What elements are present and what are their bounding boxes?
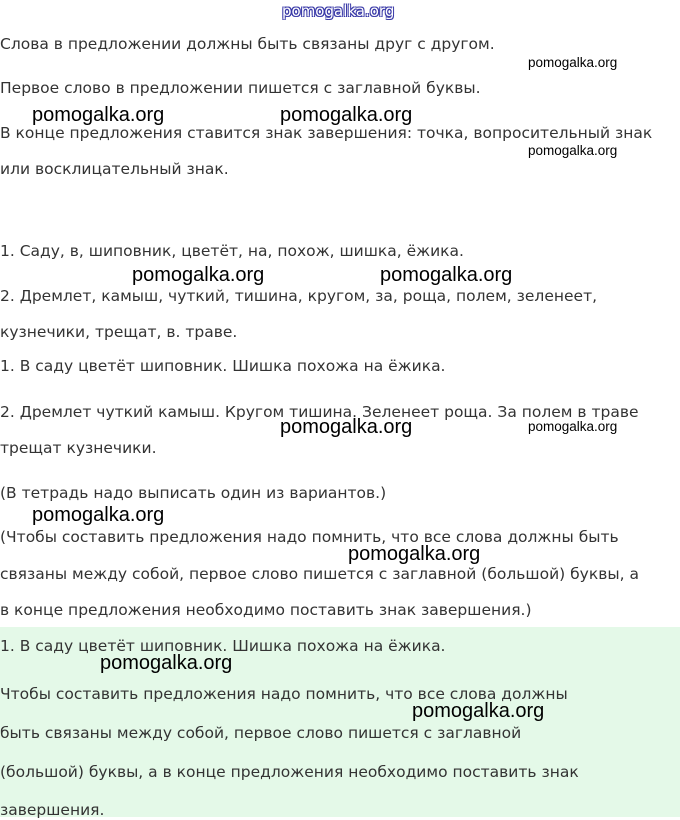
rule-line-3: В конце предложения ставится знак завершения: точка, вопросительный знак [0, 124, 653, 142]
task-item-2-line-1: 2. Дремлет, камыш, чуткий, тишина, кругом, за, роща, полем, зеленеет, [0, 287, 598, 305]
rule-line-2: Первое слово в предложении пишется с заглавной буквы. [0, 79, 481, 97]
solution-explanation-line-3: в конце предложения необходимо поставить знак завершения.) [0, 601, 532, 619]
answer-explanation-line-1: Чтобы составить предложения надо помнить, что все слова должны [0, 685, 568, 703]
watermark: pomogalka.org [280, 416, 413, 438]
rule-line-4: или восклицательный знак. [0, 160, 229, 178]
solution-item-2-line-2: трещат кузнечики. [0, 439, 157, 457]
watermark: pomogalka.org [100, 652, 233, 674]
solution-item-1: 1. В саду цветёт шиповник. Шишка похожа на ёжика. [0, 357, 446, 375]
watermark: pomogalka.org [132, 264, 265, 286]
rule-line-1: Слова в предложении должны быть связаны друг с другом. [0, 35, 495, 53]
answer-item-1: 1. В саду цветёт шиповник. Шишка похожа на ёжика. [0, 637, 446, 655]
answer-explanation-line-4: завершения. [0, 801, 105, 819]
task-item-1: 1. Саду, в, шиповник, цветёт, на, похож, шишка, ёжика. [0, 242, 464, 260]
watermark: pomogalka.org [380, 264, 513, 286]
solution-explanation-line-1: (Чтобы составить предложения надо помнить, что все слова должны быть [0, 528, 619, 546]
watermark: pomogalka.org [528, 419, 618, 434]
watermark: pomogalka.org [528, 55, 618, 70]
solution-explanation-line-2: связаны между собой, первое слово пишется с заглавной (большой) буквы, а [0, 565, 639, 583]
variant-note: (В тетрадь надо выписать один из вариантов.) [0, 484, 387, 502]
watermark: pomogalka.org [32, 104, 165, 126]
task-item-2-line-2: кузнечики, трещат, в. траве. [0, 323, 238, 341]
watermark: pomogalka.org [32, 504, 165, 526]
solution-item-2-line-1: 2. Дремлет чуткий камыш. Кругом тишина. Зеленеет роща. За полем в траве [0, 403, 639, 421]
watermark-header: pomogalka.org [282, 2, 395, 20]
watermark: pomogalka.org [348, 543, 481, 565]
answer-explanation-line-2: быть связаны между собой, первое слово пишется с заглавной [0, 724, 522, 742]
watermark: pomogalka.org [412, 700, 545, 722]
answer-explanation-line-3: (большой) буквы, а в конце предложения необходимо поставить знак [0, 763, 579, 781]
watermark: pomogalka.org [280, 104, 413, 126]
watermark: pomogalka.org [528, 143, 618, 158]
